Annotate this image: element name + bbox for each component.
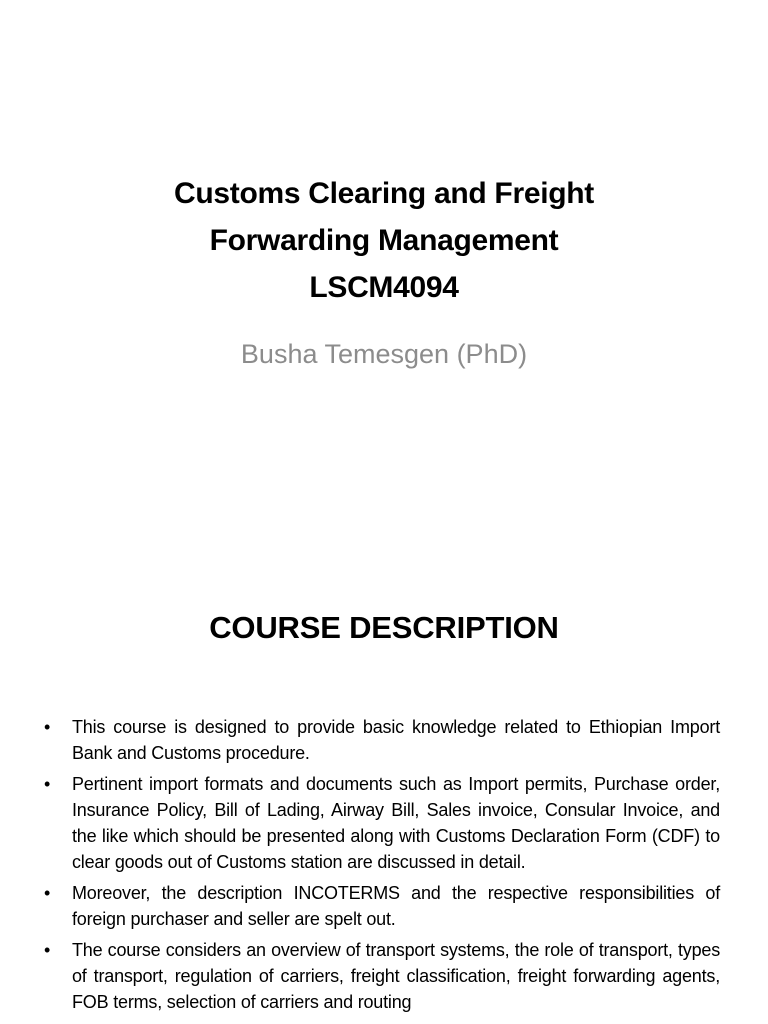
bullet-icon: • — [44, 940, 51, 960]
bullet-text: Moreover, the description INCOTERMS and the respective responsibilities of foreign purchaser and seller are spelt out. — [72, 883, 720, 929]
title-line-3: LSCM4094 — [309, 271, 459, 304]
bullet-text: Pertinent import formats and documents such as Import permits, Purchase order, Insurance Policy, Bill of Lading, Airway Bill, Sales invoice, Consular Invoice, and the like which should be presented along with Customs Declaration Form (CDF) to clear goods out of Customs station are discussed in detail. — [72, 774, 720, 872]
slide-title — [0, 170, 768, 311]
slide-subtitle: Busha Temesgen (PhD) — [240, 339, 528, 369]
bullet-item — [40, 771, 720, 875]
bullet-item — [40, 880, 720, 932]
bullet-icon: • — [44, 883, 51, 903]
section-heading: COURSE DESCRIPTION — [209, 610, 559, 645]
bullet-text: The course considers an overview of transport systems, the role of transport, types of transport, regulation of carriers, freight classification, freight forwarding agents, FOB terms, selection of carriers and routing — [72, 940, 720, 1012]
title-line-2: Forwarding Management — [209, 224, 559, 257]
course-description-slide — [0, 576, 768, 1024]
bullet-item — [40, 937, 720, 1015]
bullet-list — [40, 714, 720, 1020]
bullet-text: This course is designed to provide basic knowledge related to Ethiopian Import Bank and Customs procedure. — [72, 717, 720, 763]
bullet-item — [40, 714, 720, 766]
bullet-icon: • — [44, 774, 51, 794]
title-line-1: Customs Clearing and Freight — [174, 177, 594, 210]
bullet-icon: • — [44, 717, 51, 737]
